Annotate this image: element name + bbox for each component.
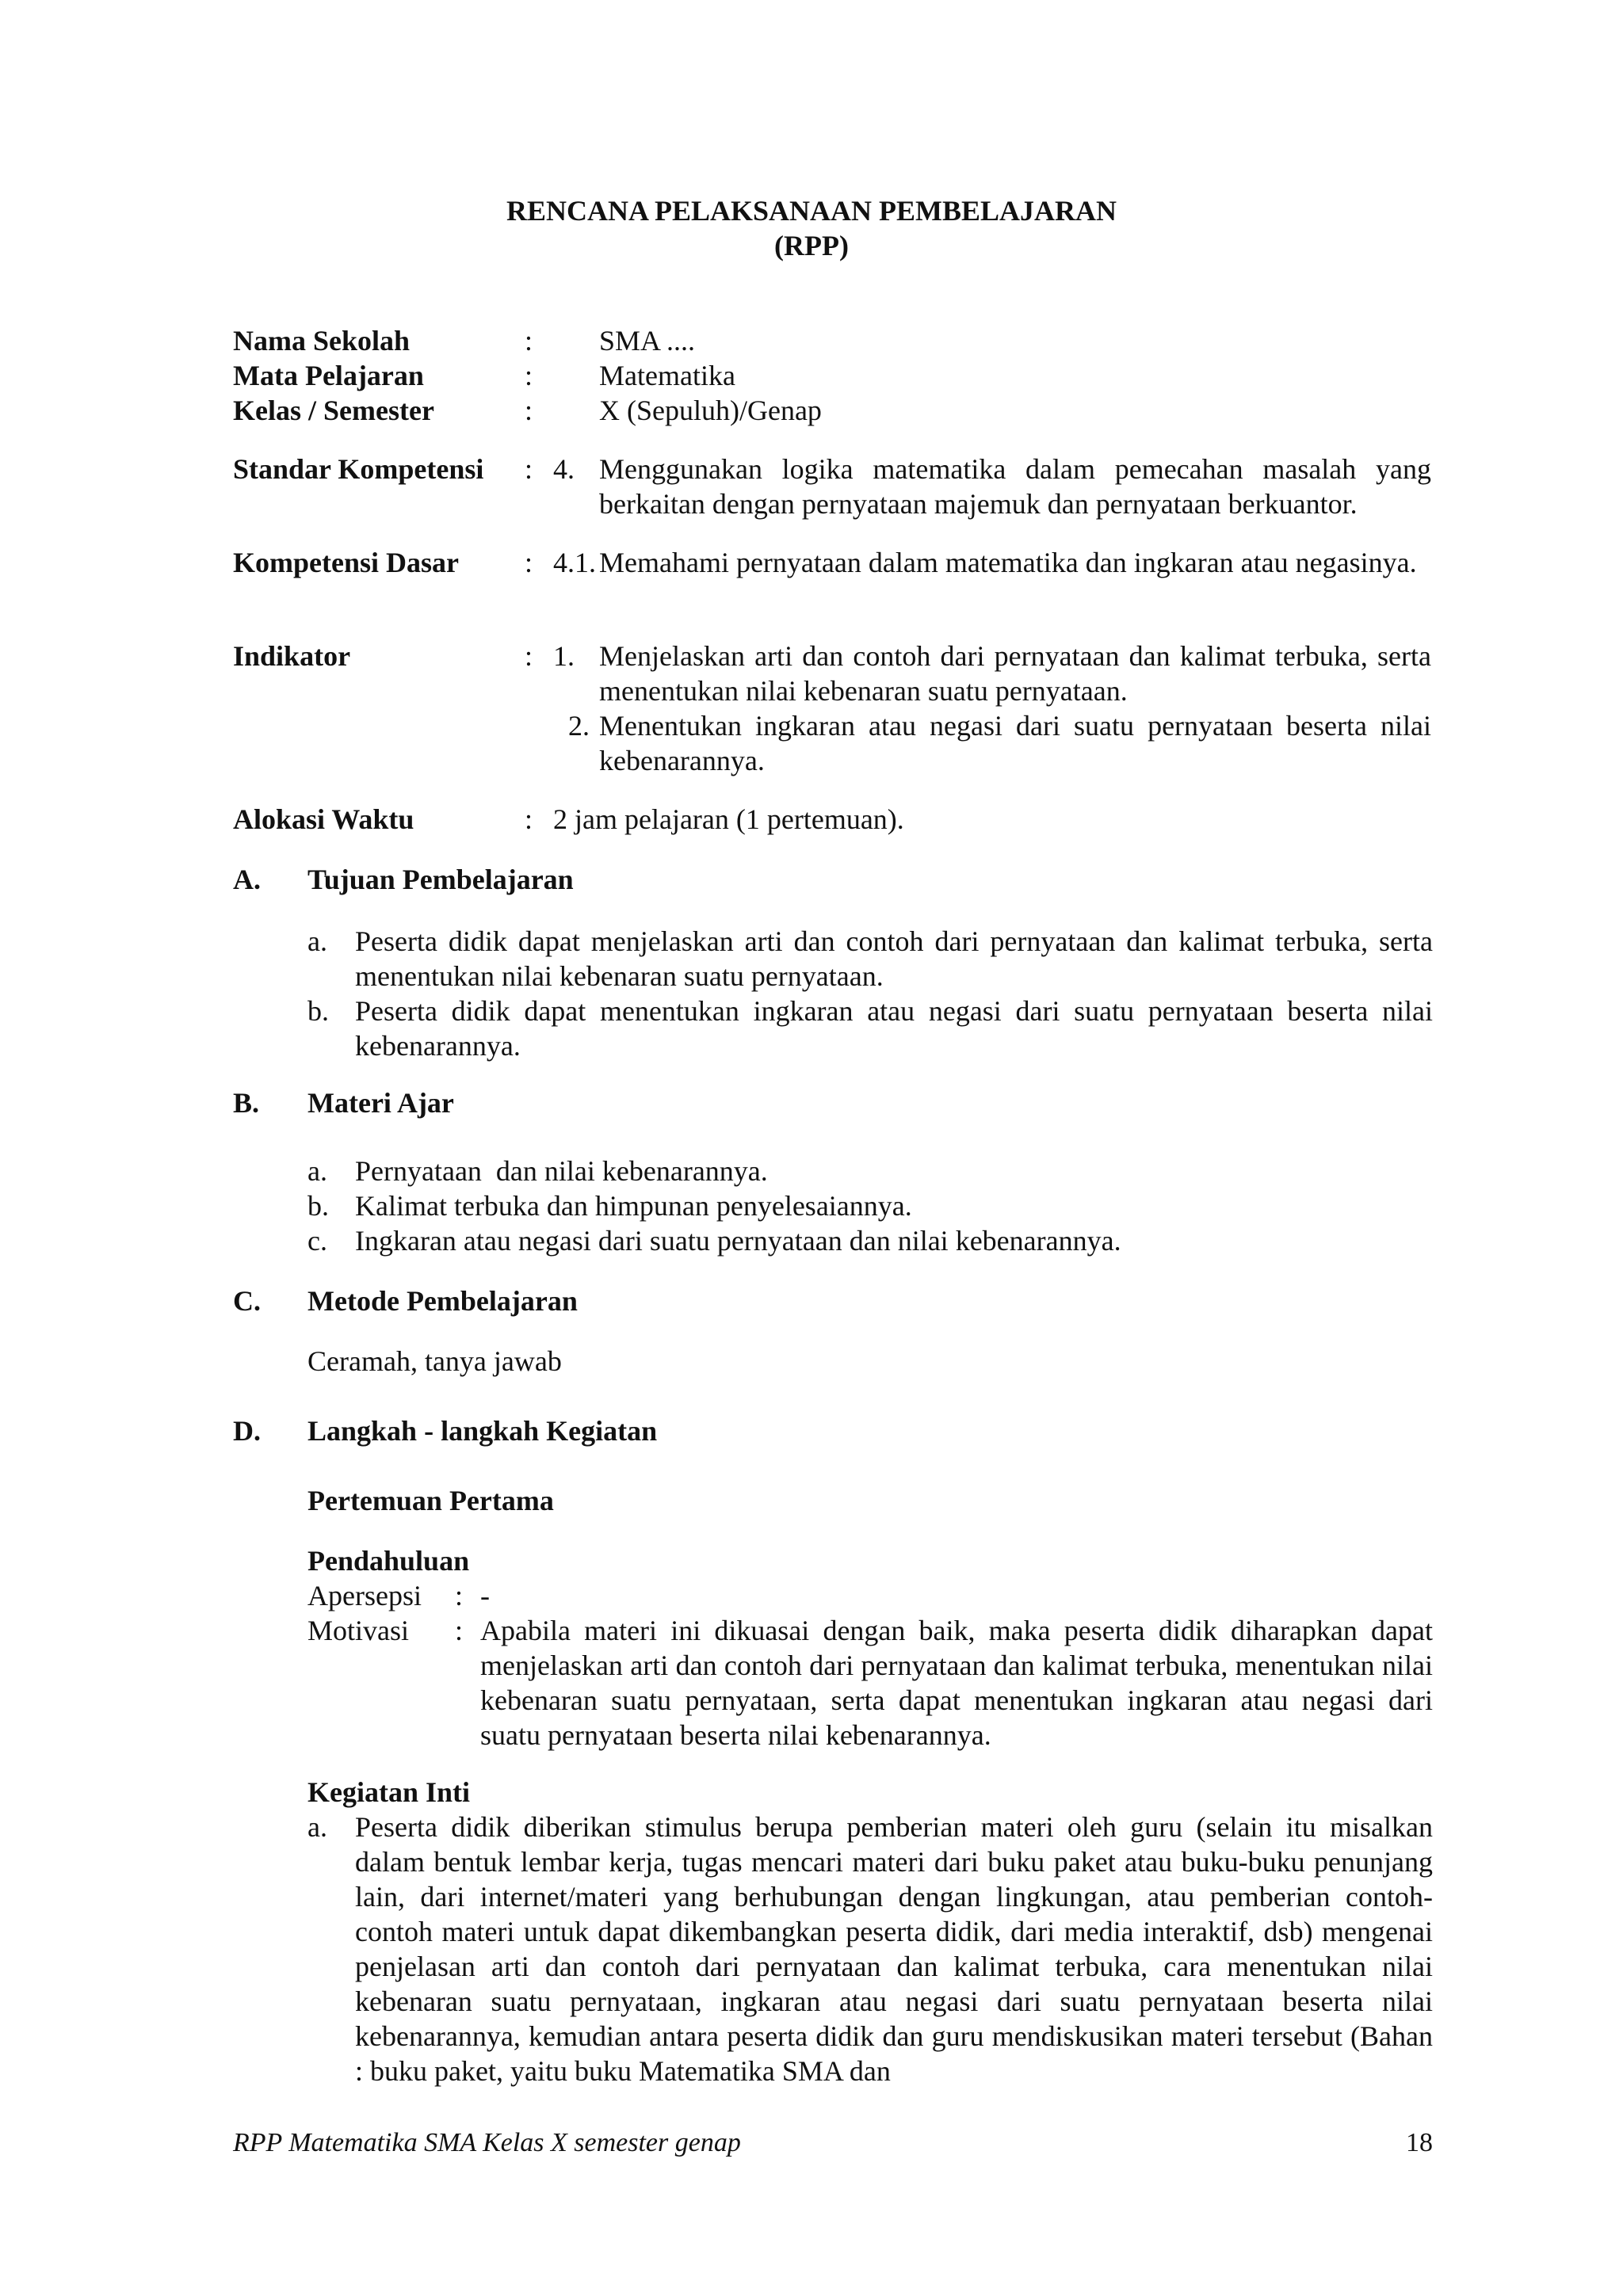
section-d-heading	[233, 1413, 657, 1448]
indikator	[233, 639, 1447, 778]
kd-text: Memahami pernyataan dalam matematika dan ingkaran atau negasinya.	[599, 547, 1417, 578]
kd-num: 4.1.	[553, 547, 596, 578]
list-marker: a.	[307, 925, 327, 957]
list-item	[307, 994, 1433, 1063]
indikator-colon: :	[525, 640, 533, 672]
list-text: Pernyataan dan nilai kebenarannya.	[355, 1155, 768, 1187]
list-marker: b.	[307, 995, 329, 1027]
info-row	[233, 323, 822, 358]
list-text: Peserta didik dapat menentukan ingkaran atau negasi dari suatu pernyataan beserta nilai kebenarannya.	[355, 995, 1433, 1062]
pendahuluan-block	[307, 1578, 1433, 1753]
footer-title: RPP Matematika SMA Kelas X semester genap	[233, 2128, 741, 2157]
info-row	[233, 358, 822, 393]
standar-text: Menggunakan logika matematika dalam pemecahan masalah yang berkaitan dengan pernyataan majemuk dan pernyataan berkuantor.	[599, 453, 1431, 520]
info-value: SMA ....	[599, 325, 696, 357]
info-row	[233, 393, 822, 428]
list-item	[307, 924, 1433, 994]
section-title: Materi Ajar	[307, 1087, 454, 1119]
section-letter: C.	[233, 1285, 261, 1317]
list-item	[307, 1810, 1433, 2088]
kegiatan-inti-list	[307, 1810, 1433, 2088]
section-letter: D.	[233, 1415, 261, 1447]
info-label: Kelas / Semester	[233, 395, 434, 426]
indikator-text: Menentukan ingkaran atau negasi dari suatu pernyataan beserta nilai kebenarannya.	[599, 710, 1431, 776]
indikator-num: 1.	[553, 640, 575, 672]
list-marker: b.	[307, 1190, 329, 1222]
list-marker: c.	[307, 1225, 327, 1257]
apersepsi-row	[307, 1578, 1433, 1613]
section-title: Metode Pembelajaran	[307, 1285, 578, 1317]
apersepsi-value: -	[480, 1580, 490, 1611]
motivasi-label: Motivasi	[307, 1615, 410, 1646]
standar-kompetensi	[233, 452, 1447, 521]
info-sep: :	[525, 325, 533, 357]
alokasi-label: Alokasi Waktu	[233, 803, 414, 835]
section-letter: A.	[233, 864, 261, 895]
indikator-label: Indikator	[233, 640, 351, 672]
metode-text: Ceramah, tanya jawab	[307, 1345, 562, 1377]
doc-subtitle: (RPP)	[774, 230, 849, 261]
list-text: Peserta didik diberikan stimulus berupa pemberian materi oleh guru (selain itu misalkan dalam bentuk lembar kerja, tugas mencari materi dari buku paket atau buku-buku penunjang lain, dari internet/materi yang berhubungan dengan lingkungan, atau pemberian contoh- contoh materi untuk dapat dikembangkan peserta didik, dari media interaktif, dsb) mengenai penjelasan arti dan contoh dari pernyataan dan kalimat terbuka, cara menentukan nilai kebenaran suatu pernyataan, ingkaran atau negasi dari suatu pernyataan beserta nilai kebenarannya, kemudian antara peserta didik dan guru mendiskusikan materi tersebut (Bahan : buku paket, yaitu buku Matematika SMA dan	[355, 1811, 1433, 2087]
standar-label: Standar Kompetensi	[233, 453, 484, 485]
list-text: Ingkaran atau negasi dari suatu pernyataan dan nilai kebenarannya.	[355, 1225, 1121, 1257]
page-number: 18	[1406, 2128, 1433, 2157]
doc-title: RENCANA PELAKSANAAN PEMBELAJARAN	[506, 195, 1117, 227]
alokasi-waktu	[233, 802, 1447, 837]
pendahuluan-heading: Pendahuluan	[307, 1545, 470, 1577]
list-text: Peserta didik dapat menjelaskan arti dan contoh dari pernyataan dan kalimat terbuka, serta menentukan nilai kebenaran suatu pernyataan.	[355, 925, 1433, 992]
kd-colon: :	[525, 547, 533, 578]
info-label: Nama Sekolah	[233, 325, 411, 357]
alokasi-text: 2 jam pelajaran (1 pertemuan).	[553, 803, 904, 835]
alokasi-colon: :	[525, 803, 533, 835]
list-marker: a.	[307, 1155, 327, 1187]
list-item	[553, 639, 1431, 708]
info-table	[233, 323, 822, 428]
standar-colon: :	[525, 453, 533, 485]
indikator-text: Menjelaskan arti dan contoh dari pernyataan dan kalimat terbuka, serta menentukan nilai kebenaran suatu pernyataan.	[599, 640, 1431, 707]
apersepsi-label: Apersepsi	[307, 1580, 422, 1611]
indikator-num: 2.	[568, 710, 590, 742]
info-value: X (Sepuluh)/Genap	[599, 395, 822, 426]
info-value: Matematika	[599, 360, 735, 391]
section-a-heading	[233, 862, 574, 897]
list-item	[553, 708, 1431, 778]
kd-label: Kompetensi Dasar	[233, 547, 459, 578]
standar-num: 4.	[553, 453, 575, 485]
motivasi-row	[307, 1613, 1433, 1753]
list-item	[307, 1223, 1433, 1258]
list-marker: a.	[307, 1811, 327, 1843]
page-footer	[233, 2126, 1433, 2160]
info-sep: :	[525, 395, 533, 426]
pertemuan-heading: Pertemuan Pertama	[307, 1485, 554, 1516]
section-letter: B.	[233, 1087, 260, 1119]
list-item	[307, 1154, 1433, 1188]
list-item	[307, 1188, 1433, 1223]
tujuan-list	[307, 924, 1433, 1063]
info-label: Mata Pelajaran	[233, 360, 424, 391]
section-title: Langkah - langkah Kegiatan	[307, 1415, 658, 1447]
kegiatan-inti-heading: Kegiatan Inti	[307, 1776, 471, 1808]
section-c-heading	[233, 1283, 578, 1318]
list-text: Kalimat terbuka dan himpunan penyelesaiannya.	[355, 1190, 912, 1222]
kompetensi-dasar	[233, 545, 1447, 580]
section-b-heading	[233, 1085, 454, 1120]
apersepsi-colon: :	[455, 1580, 464, 1611]
motivasi-text: Apabila materi ini dikuasai dengan baik, maka peserta didik diharapkan dapat menjelaskan arti dan contoh dari pernyataan dan kalimat terbuka, menentukan nilai kebenaran suatu pernyataan, serta dapat menentukan ingkaran atau negasi dari suatu pernyataan beserta nilai kebenarannya.	[480, 1615, 1433, 1751]
materi-list	[307, 1154, 1433, 1258]
motivasi-colon: :	[455, 1615, 464, 1646]
section-title: Tujuan Pembelajaran	[307, 864, 574, 895]
indikator-list	[553, 639, 1447, 778]
info-sep: :	[525, 360, 533, 391]
